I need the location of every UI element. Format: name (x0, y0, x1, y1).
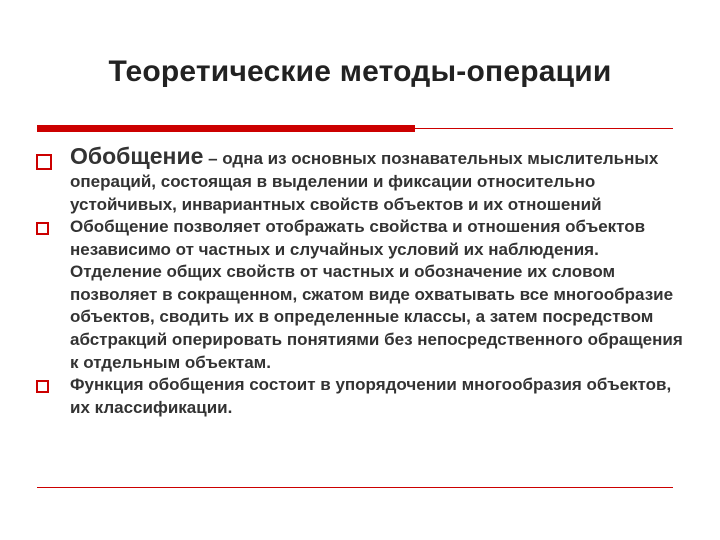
bullet-text: Функция обобщения состоит в упорядочении многообразия объектов, их классификации. (70, 375, 672, 417)
title-underline-thin (415, 128, 673, 129)
slide-title: Теоретические методы-операции (108, 55, 612, 88)
bullet-item (36, 145, 686, 216)
bottom-rule (37, 487, 673, 488)
bullet-term: Обобщение (70, 143, 204, 169)
square-bullet-icon (36, 154, 52, 170)
square-bullet-icon (36, 222, 49, 235)
bullet-item (36, 374, 686, 419)
bullet-item (36, 216, 686, 374)
bullet-text: – одна из основных познавательных мыслительных операций, состоящая в выделении и фиксации относительно устойчивых, инвариантных свойств объектов и их отношений (70, 149, 659, 214)
bullet-list (36, 145, 686, 419)
title-underline-thick (37, 125, 415, 132)
square-bullet-icon (36, 380, 49, 393)
bullet-text: Обобщение позволяет отображать свойства и отношения объектов независимо от частных и случайных условий их наблюдения. Отделение общих свойств от частных и обозначение их словом позволяет в сокращенном, сжатом виде охватывать все многообразие объектов, сводить их в определенные классы, а затем посредством абстракций оперировать понятиями без непосредственного обращения к отдельным объектам. (70, 217, 683, 372)
